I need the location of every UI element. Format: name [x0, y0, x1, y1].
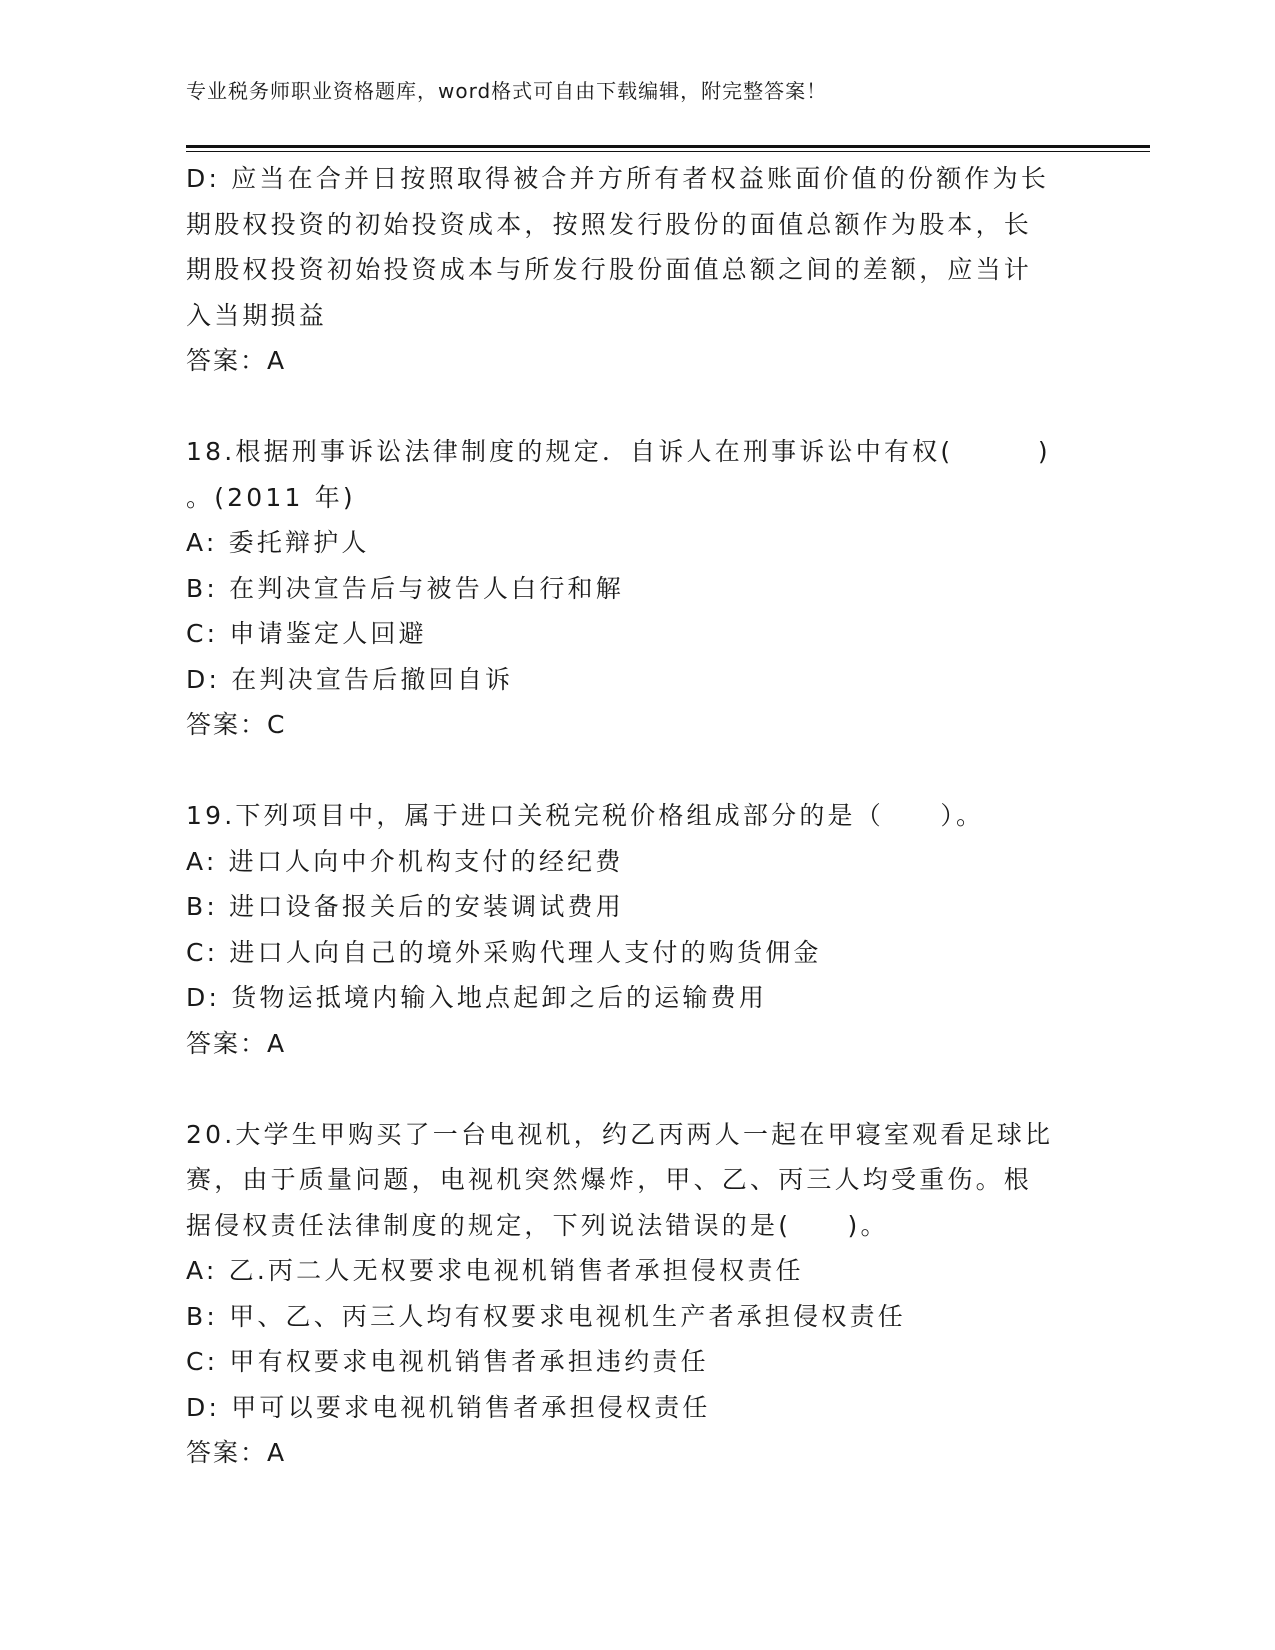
answer-label: 答案：A — [186, 1438, 287, 1467]
option-b: B: 进口设备报关后的安装调试费用 — [186, 892, 624, 921]
option-d-line: D: 应当在合并日按照取得被合并方所有者权益账面价值的份额作为长 — [186, 164, 1050, 193]
question-stem: 赛，由于质量问题，电视机突然爆炸，甲、乙、丙三人均受重伤。根 — [186, 1165, 1033, 1194]
spacer — [186, 748, 1066, 794]
option-a: A: 乙.丙二人无权要求电视机销售者承担侵权责任 — [186, 1256, 804, 1285]
option-a: A: 进口人向中介机构支付的经纪费 — [186, 846, 624, 876]
option-d-line: 入当期损益 — [186, 300, 328, 330]
option-d: D: 货物运抵境内输入地点起卸之后的运输费用 — [186, 983, 768, 1012]
page-header: 专业税务师职业资格题库，word格式可自由下载编辑，附完整答案！ — [186, 79, 828, 103]
question-stem: 20.大学生甲购买了一台电视机，约乙丙两人一起在甲寝室观看足球比 — [186, 1119, 1054, 1149]
option-d: D: 在判决宣告后撤回自诉 — [186, 664, 514, 694]
option-c: C: 进口人向自己的境外采购代理人支付的购货佣金 — [186, 937, 822, 967]
question-20 — [186, 1112, 1066, 1476]
answer-label: 答案：A — [186, 1028, 287, 1058]
answer-label: 答案：C — [186, 710, 287, 739]
option-d: D: 甲可以要求电视机销售者承担侵权责任 — [186, 1392, 711, 1422]
question-stem: 19.下列项目中，属于进口关税完税价格组成部分的是（ ）。 — [186, 801, 985, 830]
question-stem: 。(2011 年) — [186, 482, 356, 512]
option-d-line: 期股权投资的初始投资成本，按照发行股份的面值总额作为股本，长 — [186, 209, 1033, 239]
header-divider — [186, 145, 1150, 148]
answer-label: 答案：A — [186, 346, 287, 375]
question-stem: 据侵权责任法律制度的规定，下列说法错误的是( )。 — [186, 1210, 889, 1240]
option-a: A: 委托辩护人 — [186, 528, 370, 557]
option-b: B: 在判决宣告后与被告人白行和解 — [186, 573, 624, 603]
spacer — [186, 384, 1066, 430]
question-content — [186, 156, 1066, 1476]
spacer — [186, 1066, 1066, 1112]
option-b: B: 甲、乙、丙三人均有权要求电视机生产者承担侵权责任 — [186, 1301, 906, 1331]
header-divider-thin — [186, 151, 1150, 152]
question-stem: 18.根据刑事诉讼法律制度的规定．自诉人在刑事诉讼中有权( ) — [186, 437, 1051, 466]
option-d-line: 期股权投资初始投资成本与所发行股份面值总额之间的差额，应当计 — [186, 255, 1033, 284]
question-19 — [186, 793, 1066, 1066]
option-c: C: 申请鉴定人回避 — [186, 619, 427, 648]
option-c: C: 甲有权要求电视机销售者承担违约责任 — [186, 1347, 709, 1376]
question-18 — [186, 429, 1066, 748]
question-17-tail — [186, 156, 1066, 384]
